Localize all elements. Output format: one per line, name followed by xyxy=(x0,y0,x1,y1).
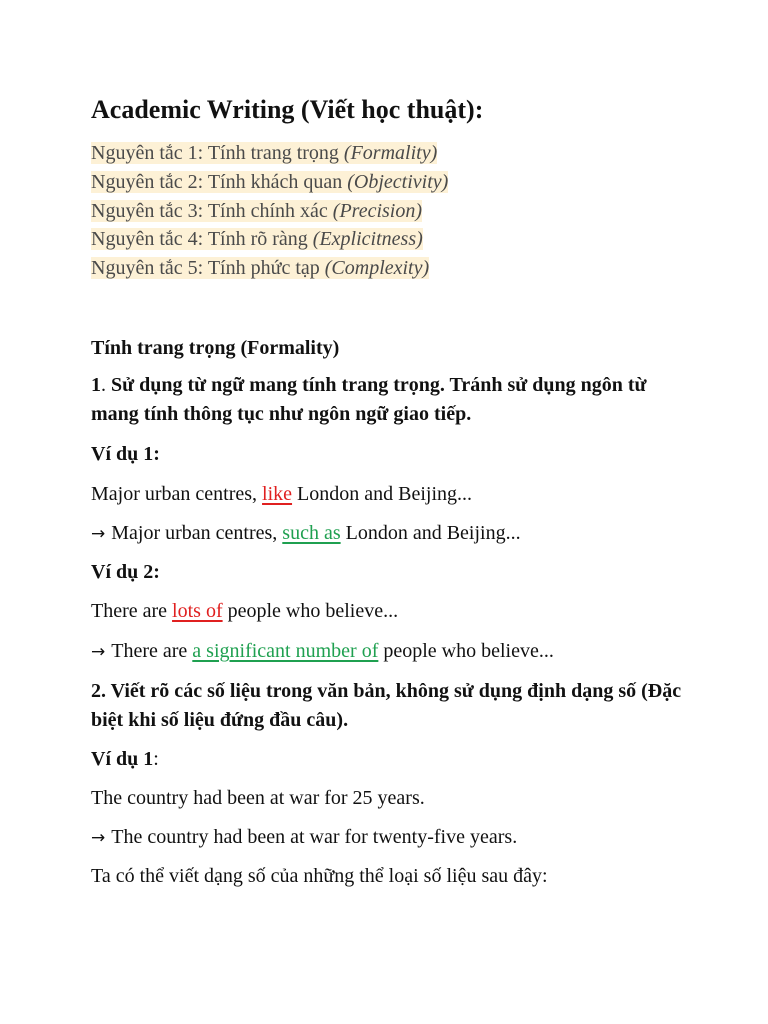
principle-english: (Formality) xyxy=(343,142,438,164)
sentence-text: Major urban centres, xyxy=(91,483,263,505)
principle-english: (Objectivity) xyxy=(347,170,449,193)
principle-label: Nguyên tắc 5: Tính phức tạp xyxy=(91,257,320,280)
principle-english: (Precision) xyxy=(332,199,423,222)
principle-item xyxy=(91,197,448,226)
example-heading: Ví dụ 2: xyxy=(91,561,160,583)
informal-word: lots of xyxy=(172,600,223,622)
principle-highlight xyxy=(91,228,423,250)
rule-text: Sử dụng từ ngữ mang tính trang trọng. Tránh sử dụng ngôn từ mang tính thông tục như ngôn ngữ giao tiếp. xyxy=(91,374,647,425)
principle-item xyxy=(91,254,448,283)
formal-word: a significant number of xyxy=(192,640,379,662)
sentence-text: London and Beijing... xyxy=(340,522,521,544)
principle-label: Nguyên tắc 1: Tính trang trọng xyxy=(91,142,339,164)
page-title: Academic Writing (Viết học thuật): xyxy=(91,95,484,124)
example-good-sentence xyxy=(91,823,517,852)
rule-dot: . xyxy=(101,374,106,396)
rule-2: 2. Viết rõ các số liệu trong văn bản, không sử dụng định dạng số (Đặc biệt khi số liệu đứng đầu câu). xyxy=(91,680,682,731)
sentence-text: There are xyxy=(111,640,193,662)
principle-label: Nguyên tắc 3: Tính chính xác xyxy=(91,199,328,222)
principle-item xyxy=(91,168,448,197)
right-arrow-icon: → xyxy=(91,828,106,848)
principle-english: (Complexity) xyxy=(324,257,430,280)
example-heading-colon: : xyxy=(153,748,159,770)
example-good-sentence xyxy=(91,637,554,666)
example-heading-label: Ví dụ 1 xyxy=(91,748,154,770)
principle-label: Nguyên tắc 2: Tính khách quan xyxy=(91,170,343,193)
closing-paragraph: Ta có thể viết dạng số của những thể loại số liệu sau đây: xyxy=(91,865,548,887)
sentence-text: The country had been at war for twenty-five years. xyxy=(111,826,518,848)
principles-list xyxy=(91,139,448,283)
principle-item xyxy=(91,139,448,168)
principle-highlight xyxy=(91,257,429,279)
principle-highlight xyxy=(91,142,437,164)
example-sentence: The country had been at war for 25 years. xyxy=(91,787,425,809)
sentence-text: There are xyxy=(91,600,173,622)
sentence-text: people who believe... xyxy=(222,600,399,622)
formal-word: such as xyxy=(282,522,341,544)
example-heading xyxy=(91,745,159,773)
rule-1 xyxy=(91,371,691,429)
example-bad-sentence xyxy=(91,597,398,625)
example-good-sentence xyxy=(91,519,521,548)
sentence-text: people who believe... xyxy=(378,640,554,662)
principle-label: Nguyên tắc 4: Tính rõ ràng xyxy=(91,228,308,251)
principle-highlight xyxy=(91,171,448,193)
principle-item xyxy=(91,225,448,254)
sentence-text: London and Beijing... xyxy=(292,483,473,505)
right-arrow-icon: → xyxy=(91,642,106,662)
principle-highlight xyxy=(91,200,422,222)
sentence-text: Major urban centres, xyxy=(111,522,283,544)
example-heading: Ví dụ 1: xyxy=(91,443,160,465)
informal-word: like xyxy=(262,483,293,505)
right-arrow-icon: → xyxy=(91,524,106,544)
principle-english: (Explicitness) xyxy=(312,228,423,251)
section-heading: Tính trang trọng (Formality) xyxy=(91,337,340,359)
rule-number: 1 xyxy=(91,374,101,396)
example-bad-sentence xyxy=(91,480,472,508)
